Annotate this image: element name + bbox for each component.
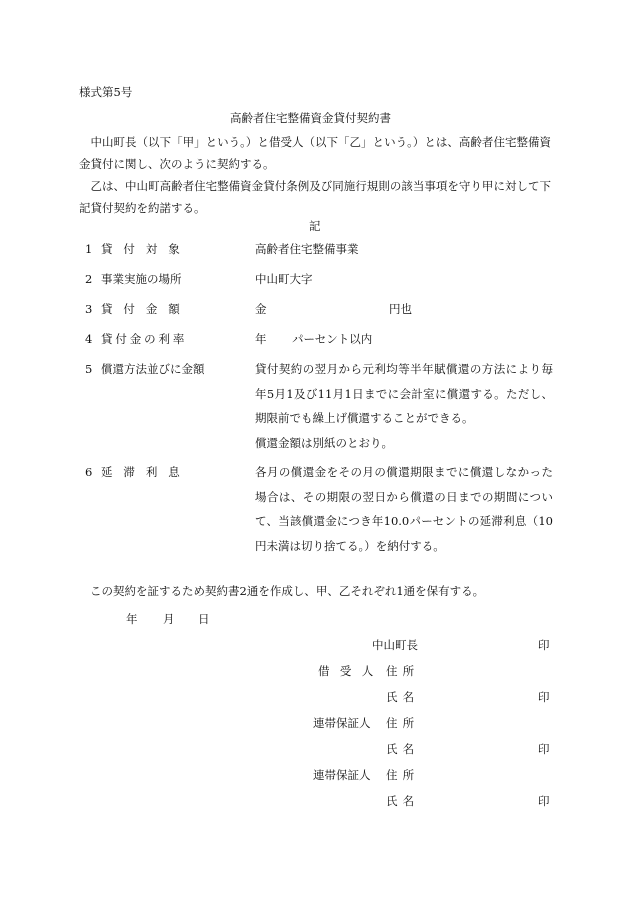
borrower-seal: 印 (538, 690, 550, 704)
guarantor-1-name-label: 氏名 (386, 742, 420, 756)
mayor-seal: 印 (538, 638, 550, 652)
intro-text-2: 乙は、中山町高齢者住宅整備資金貸付条例及び同施行規則の該当事項を守り甲に対して下記貸付契約を約諾する。 (79, 179, 551, 215)
item-label-6: 延滞利息 (101, 465, 191, 479)
item-label-1: 貸付対象 (101, 242, 191, 256)
item-number-6: 6 (85, 465, 93, 479)
item-number-3: 3 (85, 302, 93, 316)
item-value-3-prefix: 金 (255, 302, 267, 316)
item-value-3-suffix: 円也 (389, 302, 412, 316)
item-value-4-suffix: パーセント以内 (292, 332, 373, 346)
guarantor-1-seal: 印 (538, 742, 550, 756)
borrower-name-label: 氏名 (386, 690, 420, 704)
document-title: 高齢者住宅整備資金貸付契約書 (230, 111, 391, 125)
date-day: 日 (198, 612, 210, 626)
intro-paragraph-1 (79, 131, 551, 175)
item-number-4: 4 (85, 332, 93, 346)
guarantor-2-address-label: 住所 (386, 768, 420, 782)
item-label-3: 貸付金額 (101, 302, 191, 316)
guarantor-1-label: 連帯保証人 (313, 716, 371, 730)
item-number-5: 5 (85, 362, 93, 376)
closing-statement: この契約を証するため契約書2通を作成し、甲、乙それぞれ1通を保有する。 (90, 584, 485, 598)
item-value-1: 高齢者住宅整備事業 (255, 242, 359, 256)
form-number: 様式第5号 (79, 85, 133, 99)
ki-heading: 記 (309, 219, 321, 233)
guarantor-2-seal: 印 (538, 794, 550, 808)
intro-paragraph-2 (79, 175, 551, 219)
intro-text-1: 中山町長（以下「甲」という。）と借受人（以下「乙」という。）とは、高齢者住宅整備資金貸付に関し、次のように契約する。 (79, 135, 551, 171)
borrower-label: 借受人 (318, 664, 384, 678)
date-month: 月 (163, 612, 175, 626)
item-number-2: 2 (85, 272, 93, 286)
item-label-5: 償還方法並びに金額 (101, 362, 205, 376)
item-label-4: 貸付金の利率 (101, 332, 188, 346)
mayor-label: 中山町長 (372, 638, 418, 652)
guarantor-2-name-label: 氏名 (386, 794, 420, 808)
item-value-6: 各月の償還金をその月の償還期限までに償還しなかった場合は、その期限の翌日から償還の日までの期間について、当該償還金につき年10.0パーセントの延滞利息（10円未満は切り捨てる。）を納付する。 (255, 465, 553, 553)
item-label-2: 事業実施の場所 (101, 272, 182, 286)
item-value-2: 中山町大字 (255, 272, 313, 286)
borrower-address-label: 住所 (386, 664, 420, 678)
item-value-5: 貸付契約の翌月から元利均等半年賦償還の方法により毎年5月1及び11月1日までに会計室に償還する。ただし、期限前でも繰上げ償還することができる。 (255, 362, 553, 425)
item-value-5-note: 償還金額は別紙のとおり。 (255, 436, 393, 450)
item-number-1: 1 (85, 242, 93, 256)
date-year: 年 (126, 612, 138, 626)
guarantor-1-address-label: 住所 (386, 716, 420, 730)
guarantor-2-label: 連帯保証人 (313, 768, 371, 782)
item-value-4-prefix: 年 (255, 332, 267, 346)
